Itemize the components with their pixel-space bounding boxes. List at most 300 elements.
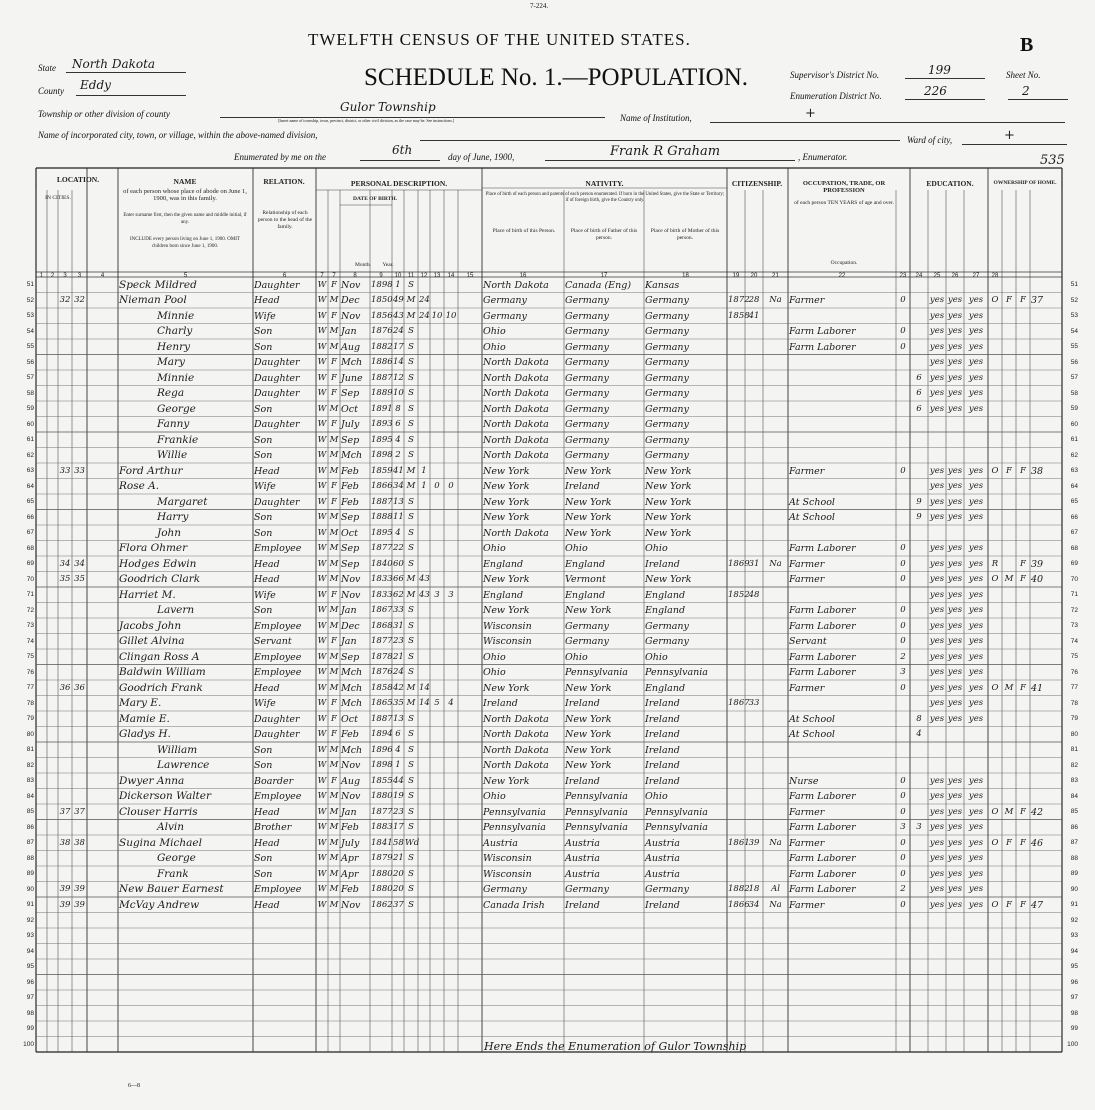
cell-bf: New York <box>565 496 612 508</box>
cell-bp: North Dakota <box>483 760 549 771</box>
cell-occ: Farm Laborer <box>789 791 856 802</box>
cell-mar: M <box>406 465 416 476</box>
cell-eng: yes <box>968 682 984 693</box>
cell-name: Flora Ohmer <box>119 542 188 554</box>
cell-eng: yes <box>968 574 984 584</box>
cell-bm: Ireland <box>645 899 680 911</box>
cell-mne: 0 <box>900 899 906 910</box>
cell-color: W <box>317 744 327 755</box>
cell-mne: 2 <box>900 884 906 894</box>
cell-rel: Daughter <box>254 496 300 508</box>
cell-own: O <box>991 574 999 584</box>
cell-mar: S <box>408 558 414 569</box>
cell-mar: M <box>406 698 416 708</box>
line-number-left: 90 <box>26 885 34 893</box>
cell-occ: Farm Laborer <box>789 605 856 616</box>
line-number-left: 71 <box>26 591 34 598</box>
cell-rel: Employee <box>254 884 302 895</box>
cell-month: Feb <box>341 884 359 895</box>
cell-write: yes <box>947 775 963 786</box>
line-number-right: 78 <box>1070 699 1078 707</box>
cell-mne: 0 <box>900 853 906 863</box>
cell-color: W <box>317 651 327 662</box>
cell-mar: S <box>408 620 414 631</box>
cell-mar: S <box>408 434 414 445</box>
cell-bf: Ireland <box>565 899 600 911</box>
cell-bp: Pennsylvania <box>483 806 546 818</box>
cell-color: W <box>317 682 327 693</box>
cell-sex: F <box>331 729 337 739</box>
header-education: EDUCATION. <box>926 179 974 188</box>
cell-year: 1862 <box>371 899 393 910</box>
column-number: 3 <box>63 272 67 279</box>
cell-moth: 0 <box>434 481 440 491</box>
line-number-right: 59 <box>1070 405 1078 412</box>
cell-age: 1 <box>395 279 401 290</box>
cell-nat: Al <box>771 884 780 894</box>
cell-rel: Son <box>254 341 273 353</box>
line-number-left: 95 <box>26 963 34 970</box>
cell-age: 58 <box>393 837 404 848</box>
census-title: TWELFTH CENSUS OF THE UNITED STATES. <box>308 30 691 49</box>
cell-sex: F <box>331 310 337 321</box>
cell-bp: New York <box>483 465 530 477</box>
cell-age: 20 <box>393 868 404 879</box>
cell-eng: yes <box>968 884 984 894</box>
cell-bp: North Dakota <box>483 527 549 539</box>
cell-year: 1850 <box>371 295 393 305</box>
cell-age: 43 <box>393 310 404 321</box>
line-number-left: 58 <box>26 389 34 397</box>
sheet-value: 2 <box>1022 84 1030 98</box>
cell-color: W <box>317 279 327 290</box>
cell-write: yes <box>947 574 963 584</box>
cell-year: 1896 <box>371 744 393 755</box>
cell-dw: 34 <box>59 558 71 569</box>
column-number: 9 <box>379 272 383 279</box>
cell-rel: Head <box>254 574 280 585</box>
cell-month: Nov <box>341 760 361 771</box>
line-number-left: 100 <box>23 1040 34 1048</box>
cell-month: Feb <box>341 465 359 477</box>
cell-color: W <box>317 589 327 600</box>
cell-month: Mch <box>341 450 363 461</box>
line-number-left: 62 <box>26 451 34 459</box>
line-number-left: 73 <box>26 622 34 629</box>
cell-bf: New York <box>565 512 612 523</box>
cell-write: yes <box>947 372 963 383</box>
cell-eng: yes <box>968 791 984 801</box>
cell-ym: 24 <box>419 295 430 305</box>
cell-bf: Germany <box>565 403 609 415</box>
cell-write: yes <box>947 620 963 631</box>
cell-rel: Son <box>254 403 273 415</box>
cell-age: 14 <box>393 357 404 367</box>
cell-dw: 39 <box>59 899 71 910</box>
cell-ym: 14 <box>419 682 430 693</box>
line-number-right: 71 <box>1070 591 1078 598</box>
cell-mne: 0 <box>900 620 906 631</box>
cell-month: July <box>341 837 360 849</box>
cell-bf: Germany <box>565 341 609 353</box>
cell-bf: Ireland <box>565 775 600 787</box>
cell-farm: F <box>1020 558 1026 569</box>
cell-mar: S <box>408 496 414 507</box>
cell-year: 1882 <box>371 341 393 352</box>
cell-bp: Austria <box>483 837 518 849</box>
line-number-left: 83 <box>26 777 34 784</box>
cell-color: W <box>317 388 327 398</box>
line-number-left: 79 <box>26 715 34 722</box>
cell-free: M <box>1004 806 1014 817</box>
cell-read: yes <box>929 589 945 600</box>
cell-read: yes <box>929 310 945 321</box>
cell-month: Feb <box>341 496 359 508</box>
cell-dw: 32 <box>59 295 71 305</box>
cell-farm: F <box>1020 465 1026 476</box>
cell-bf: Canada (Eng) <box>565 279 632 291</box>
cell-sch: 6 <box>916 372 922 383</box>
cell-rel: Son <box>254 853 273 864</box>
cell-bf: Ireland <box>565 481 600 492</box>
cell-name: Henry <box>157 340 191 353</box>
line-number-left: 70 <box>26 575 34 583</box>
cell-age: 62 <box>393 589 404 600</box>
cell-bf: Pennsylvania <box>565 791 628 802</box>
cell-yrs: 41 <box>748 310 760 321</box>
cell-write: yes <box>947 481 963 491</box>
cell-bm: Germany <box>645 310 689 322</box>
cell-bm: Germany <box>645 434 689 446</box>
cell-bp: Wisconsin <box>483 636 532 647</box>
line-number-right: 69 <box>1070 560 1078 567</box>
cell-mar: S <box>408 636 414 646</box>
header-occupation: OCCUPATION, TRADE, OR PROFESSION <box>802 180 886 194</box>
cell-bp: New York <box>483 605 530 616</box>
cell-bf: New York <box>565 527 612 539</box>
line-number-right: 98 <box>1070 1009 1078 1017</box>
cell-bm: New York <box>645 512 692 523</box>
cell-bf: New York <box>565 760 612 771</box>
cell-rel: Son <box>254 512 273 523</box>
header-personal: PERSONAL DESCRIPTION. <box>350 179 448 188</box>
line-number-right: 68 <box>1070 544 1078 552</box>
column-number: 27 <box>972 272 980 279</box>
line-number-left: 94 <box>26 947 34 955</box>
column-number: 11 <box>407 272 415 279</box>
cell-read: yes <box>929 620 945 631</box>
line-number-left: 82 <box>26 761 34 769</box>
line-number-right: 97 <box>1070 994 1078 1001</box>
cell-occ: Farm Laborer <box>789 543 856 554</box>
column-number: 13 <box>433 272 441 279</box>
cell-eng: yes <box>968 899 984 910</box>
cell-color: W <box>317 574 327 584</box>
cell-color: W <box>317 868 327 879</box>
cell-yrs: 31 <box>748 558 760 569</box>
cell-read: yes <box>929 884 945 894</box>
cell-bm: Ireland <box>645 775 680 787</box>
cell-occ: Farm Laborer <box>789 853 856 864</box>
column-number: 16 <box>519 272 527 279</box>
cell-color: W <box>317 822 327 832</box>
line-number-right: 87 <box>1070 839 1078 846</box>
cell-bm: Ohio <box>645 651 668 663</box>
cell-bp: Canada Irish <box>483 899 545 911</box>
cell-sex: M <box>329 651 339 662</box>
cell-fam: 34 <box>74 558 85 569</box>
cell-month: Feb <box>341 481 359 492</box>
cell-mne: 0 <box>900 791 906 801</box>
cell-bp: New York <box>483 481 530 492</box>
column-number: 25 <box>933 272 941 279</box>
cell-farm: F <box>1020 899 1026 910</box>
cell-mar: S <box>408 512 414 522</box>
cell-color: W <box>317 837 327 848</box>
cell-farm: F <box>1020 806 1026 817</box>
cell-sex: M <box>329 527 339 538</box>
column-number: 2 <box>50 272 55 279</box>
cell-name: Margaret <box>157 495 208 508</box>
header-ownership: OWNERSHIP OF HOME. <box>993 180 1057 186</box>
cell-mar: S <box>408 372 414 383</box>
cell-mne: 3 <box>900 822 906 832</box>
cell-occ: At School <box>789 713 835 725</box>
cell-dw: 39 <box>59 884 71 894</box>
column-number: 22 <box>838 272 846 279</box>
cell-color: W <box>317 853 327 863</box>
cell-bm: Pennsylvania <box>645 822 708 833</box>
cell-color: W <box>317 512 327 522</box>
cell-sex: M <box>329 605 339 615</box>
cell-month: Sep <box>341 512 360 523</box>
cell-bf: Germany <box>565 372 609 384</box>
cell-occ: Farm Laborer <box>789 884 856 895</box>
line-number-left: 85 <box>26 808 34 815</box>
cell-mar: M <box>406 589 416 600</box>
cell-sex: M <box>329 574 339 584</box>
cell-sch: 6 <box>916 403 922 414</box>
cell-name: Jacobs John <box>119 619 182 632</box>
cell-bm: England <box>645 682 686 694</box>
line-number-right: 77 <box>1070 684 1078 691</box>
cell-yrs: 28 <box>748 295 760 305</box>
cell-month: Feb <box>341 729 359 740</box>
cell-bm: Germany <box>645 403 689 415</box>
cell-mar: S <box>408 388 414 398</box>
cell-occ: Farmer <box>789 574 825 585</box>
cell-eng: yes <box>968 713 984 724</box>
cell-ym: 24 <box>419 310 430 321</box>
cell-bm: Austria <box>645 837 680 849</box>
cell-imm: 1866 <box>728 899 750 910</box>
cell-rel: Employee <box>254 667 302 678</box>
cell-sex: M <box>329 853 339 863</box>
line-number-left: 72 <box>26 606 34 614</box>
cell-mar: S <box>408 543 414 553</box>
cell-read: yes <box>929 822 945 832</box>
cell-mne: 0 <box>900 682 906 693</box>
cell-color: W <box>317 419 327 429</box>
cell-mar: S <box>408 326 414 336</box>
cell-year: 1887 <box>371 496 393 507</box>
cell-month: Oct <box>341 527 358 539</box>
line-number-left: 84 <box>26 792 34 800</box>
cell-sex: M <box>329 512 339 522</box>
cell-age: 66 <box>393 574 404 584</box>
cell-month: Jan <box>341 326 357 337</box>
cell-month: Nov <box>341 589 361 601</box>
township-value: Gulor Township <box>340 100 436 114</box>
cell-bm: England <box>645 589 686 601</box>
cell-eng: yes <box>968 403 984 414</box>
cell-fam: 39 <box>74 899 85 910</box>
cell-age: 22 <box>393 543 404 553</box>
cell-mar: M <box>406 481 416 491</box>
cell-name: Rose A. <box>119 480 160 492</box>
cell-year: 1868 <box>371 620 393 631</box>
line-number-right: 72 <box>1070 606 1078 614</box>
cell-bf: New York <box>565 729 612 740</box>
cell-imm: 1858 <box>728 310 750 321</box>
cell-color: W <box>317 357 327 367</box>
cell-month: Mch <box>341 744 363 756</box>
column-number: 17 <box>600 272 608 279</box>
cell-name: Ford Arthur <box>119 464 183 477</box>
cell-ym: 14 <box>419 698 430 708</box>
cell-bf: England <box>565 589 606 601</box>
cell-name: Lavern <box>157 604 195 616</box>
cell-year: 1833 <box>371 589 393 600</box>
line-number-left: 93 <box>26 932 34 939</box>
cell-age: 11 <box>393 512 404 522</box>
township-label: Township or other division of county <box>38 109 170 119</box>
line-number-right: 83 <box>1070 777 1078 784</box>
cell-month: Oct <box>341 403 358 415</box>
cell-month: Jan <box>341 605 357 616</box>
cell-sex: M <box>329 465 339 476</box>
cell-bf: Pennsylvania <box>565 806 628 818</box>
cell-color: W <box>317 899 327 910</box>
cell-write: yes <box>947 496 963 507</box>
cell-bm: Austria <box>645 853 680 864</box>
cell-name: Hodges Edwin <box>119 557 197 570</box>
cell-read: yes <box>929 295 945 305</box>
ward-label: Ward of city, <box>907 135 953 145</box>
cell-name: Lawrence <box>157 759 210 771</box>
cell-name: Mary <box>157 356 185 368</box>
cell-color: W <box>317 465 327 476</box>
column-number: 12 <box>420 272 428 279</box>
cell-month: Sep <box>341 558 360 570</box>
cell-imm: 1852 <box>728 589 750 600</box>
cell-liv: 3 <box>448 589 454 600</box>
cell-age: 24 <box>393 326 404 336</box>
cell-age: 4 <box>395 527 401 538</box>
cell-read: yes <box>929 574 945 584</box>
line-number-left: 60 <box>26 420 34 428</box>
cell-name: McVay Andrew <box>119 898 200 911</box>
cell-month: Sep <box>341 388 360 399</box>
cell-age: 17 <box>393 822 404 832</box>
line-number-right: 82 <box>1070 761 1078 769</box>
cell-bp: Ohio <box>483 667 506 678</box>
cell-bp: Germany <box>483 884 527 895</box>
cell-eng: yes <box>968 326 984 336</box>
cell-write: yes <box>947 403 963 414</box>
cell-name: Baldwin William <box>119 666 206 678</box>
cell-bf: Germany <box>565 884 609 895</box>
header-nativity: NATIVITY. <box>585 179 624 188</box>
line-number-left: 91 <box>26 901 34 908</box>
header-name-note2: INCLUDE every person living on June 1, 1900. OMIT children born since June 1, 1900. <box>130 237 240 249</box>
header-name: NAME <box>173 177 197 186</box>
line-number-right: 91 <box>1070 901 1078 908</box>
line-number-right: 56 <box>1070 358 1078 366</box>
cell-name: Minnie <box>157 309 195 322</box>
cell-bp: Wisconsin <box>483 620 532 632</box>
cell-bp: Ohio <box>483 326 506 337</box>
cell-age: 12 <box>393 372 404 383</box>
cell-read: yes <box>929 357 945 367</box>
cell-mar: S <box>408 822 414 832</box>
cell-year: 1867 <box>371 605 393 615</box>
cell-rel: Employee <box>254 620 302 632</box>
cell-free: M <box>1004 682 1014 693</box>
cell-bp: England <box>483 589 524 601</box>
cell-bm: Pennsylvania <box>645 806 708 818</box>
cell-sch: 8 <box>916 713 922 724</box>
cell-yrs: 34 <box>748 899 760 910</box>
cell-year: 1886 <box>371 357 393 367</box>
cell-read: yes <box>929 899 945 910</box>
cell-name: Willie <box>157 449 188 461</box>
cell-rel: Daughter <box>254 388 300 399</box>
line-number-left: 51 <box>26 281 34 288</box>
cell-read: yes <box>929 388 945 398</box>
line-number-left: 86 <box>26 823 34 831</box>
state-label: State <box>38 63 56 73</box>
cell-color: W <box>317 558 327 569</box>
cell-imm: 1872 <box>728 295 750 305</box>
cell-read: yes <box>929 341 945 352</box>
cell-name: Rega <box>157 387 185 399</box>
cell-free: M <box>1004 574 1014 584</box>
cell-mne: 2 <box>900 651 906 662</box>
cell-yrs: 48 <box>748 589 760 600</box>
cell-color: W <box>317 884 327 894</box>
cell-bm: Germany <box>645 372 689 384</box>
cell-mar: S <box>408 760 414 770</box>
cell-liv: 4 <box>448 698 454 708</box>
cell-write: yes <box>947 558 963 569</box>
cell-occ: Farmer <box>789 682 825 694</box>
line-number-right: 93 <box>1070 932 1078 939</box>
cell-dw: 36 <box>59 682 71 693</box>
cell-sch: 3 <box>916 822 922 832</box>
county-value: Eddy <box>80 78 111 92</box>
cell-rel: Wife <box>254 589 276 601</box>
cell-month: Dec <box>341 295 360 306</box>
line-number-right: 53 <box>1070 312 1078 319</box>
cell-name: Fanny <box>157 418 190 430</box>
cell-occ: Farmer <box>789 558 825 570</box>
cell-month: Nov <box>341 310 361 322</box>
cell-name: Frank <box>157 867 189 880</box>
cell-bm: Pennsylvania <box>645 667 708 678</box>
cell-age: 24 <box>393 667 404 677</box>
enumerator-name: Frank R Graham <box>610 144 721 159</box>
